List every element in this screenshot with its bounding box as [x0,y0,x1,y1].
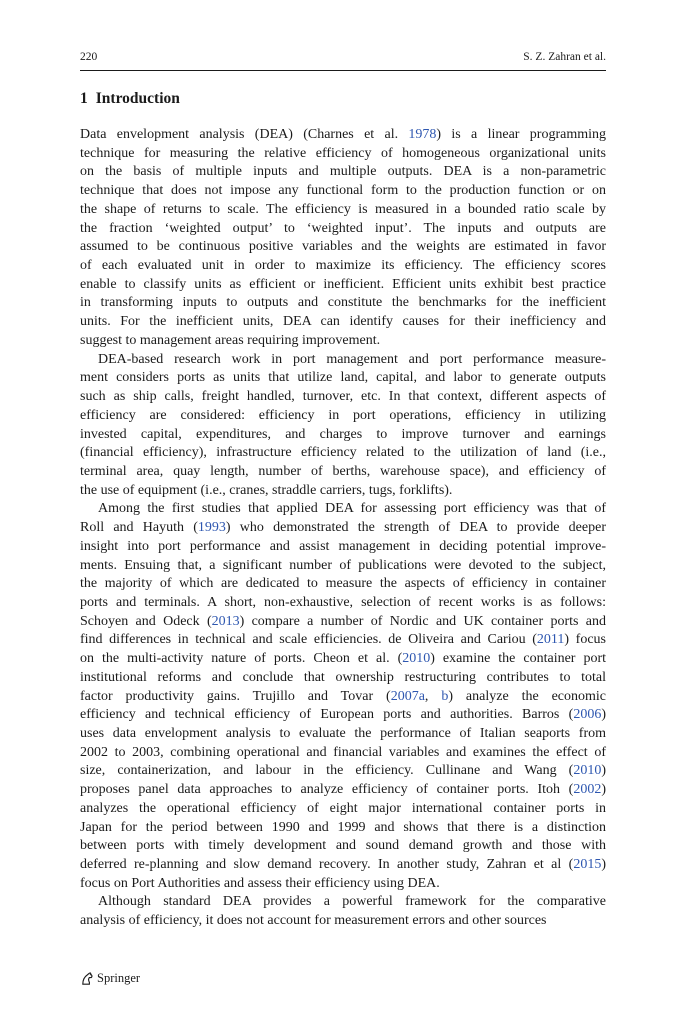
text-line [80,912,606,931]
section-number: 1 [80,90,88,107]
text-line [80,519,606,538]
text-segment: Japan for the period between 1990 and 1999 and shows that there is a distinction [80,819,606,835]
text-segment: assumed to be continuous positive variables and the weights are estimated in favor [80,239,606,255]
section-heading [80,90,180,108]
text-segment: , [424,688,442,704]
text-segment: on the multi-activity nature of ports. Cheon et al. ( [80,651,403,667]
text-segment: analyzes the operational efficiency of eight major international container ports in [80,800,606,816]
text-line [80,482,606,501]
text-line [80,463,606,482]
text-line [80,145,606,164]
citation-link[interactable]: 2010 [573,763,602,779]
text-segment: proposes panel data approaches to analyze efficiency of container ports. Itoh ( [80,782,574,798]
text-segment: ) focus [564,632,606,648]
citation-link[interactable]: 2010 [402,651,431,667]
text-segment: the shape of returns to scale. The efficiency is measured in a bounded ratio scale by [80,201,606,217]
text-segment: in transforming inputs to outputs and constitute the benchmarks for the inefficient [80,295,606,311]
text-segment: suggest to management areas requiring improvement. [80,332,381,348]
text-line [80,631,606,650]
text-line [80,388,606,407]
text-line [80,444,606,463]
text-line [80,426,606,445]
text-line [80,238,606,257]
text-segment: size, containerization, and labour in the efficiency. Cullinane and Wang ( [80,763,574,779]
text-segment: ) who demonstrated the strength of DEA to provide deeper [225,520,606,536]
text-segment: between ports with timely development and sound demand growth and those with [80,838,606,854]
text-line [80,500,606,519]
text-line [80,538,606,557]
text-line [80,201,606,220]
text-line [80,126,606,145]
citation-link[interactable]: 2011 [536,632,565,648]
text-line [80,875,606,894]
text-segment: Data envelopment analysis (DEA) (Charnes et al. [80,127,409,142]
text-line [80,800,606,819]
text-segment: Schoyen and Odeck ( [80,613,212,629]
text-segment: focus on Port Authorities and assess their efficiency using DEA. [80,875,440,891]
text-line [80,613,606,632]
text-segment: ) analyze the economic [448,688,607,704]
text-segment: ) examine the container port [430,651,606,667]
text-segment: ) compare a number of Nordic and UK container ports and [239,613,606,629]
text-line [80,163,606,182]
text-line [80,220,606,239]
text-segment: factor productivity gains. Trujillo and Tovar ( [80,688,391,704]
header-rule [80,70,606,71]
text-segment: Among the first studies that applied DEA for assessing port efficiency was that of [98,501,606,517]
text-line [80,557,606,576]
text-line [80,650,606,669]
text-segment: efficiency are considered: efficiency in port operations, efficiency in utilizing [80,407,606,423]
text-segment: the majority of which are dedicated to measure the aspects of efficiency in container [80,576,606,592]
springer-horse-icon [80,971,95,986]
text-segment: ) is a linear programming [436,127,606,142]
text-line [80,369,606,388]
text-line [80,313,606,332]
text-segment: ment considers ports as units that utilize land, capital, and labor to generate outputs [80,370,606,386]
citation-link[interactable]: b [441,688,449,704]
text-segment: units. For the inefficient units, DEA can identify causes for their inefficiency and [80,314,606,330]
text-line [80,762,606,781]
text-segment: terminal area, quay length, number of berths, warehouse space), and efficiency of [80,463,606,479]
text-segment: analysis of efficiency, it does not account for measurement errors and other sources [80,913,547,929]
text-line [80,856,606,875]
running-authors: S. Z. Zahran et al. [523,51,606,63]
text-segment: uses data envelopment analysis to evaluate the performance of Italian seaports from [80,726,606,741]
paragraph [80,351,606,501]
running-header [80,51,606,69]
text-line [80,294,606,313]
text-segment: such as ship calls, freight handled, turnover, etc. In that context, different aspects of [80,389,606,405]
paragraph [80,500,606,893]
text-line [80,669,606,688]
citation-link[interactable]: 2007a [390,688,425,704]
text-line [80,706,606,725]
text-line [80,688,606,707]
text-segment: efficiency and technical efficiency of European ports and authorities. Barros ( [80,707,574,723]
text-segment: ) [601,857,606,873]
text-line [80,837,606,856]
text-segment: ) [601,763,606,779]
text-segment: Although standard DEA provides a powerful framework for the comparative [98,894,606,910]
citation-link[interactable]: 2002 [573,782,602,798]
text-line [80,257,606,276]
publisher-name: Springer [97,970,141,985]
citation-link[interactable]: 2006 [573,707,602,723]
text-segment: ) [601,782,606,798]
citation-link[interactable]: 1978 [408,127,437,142]
citation-link[interactable]: 1993 [197,520,226,536]
text-segment: find differences in technical and scale efficiencies. de Oliveira and Cariou ( [80,632,537,648]
text-line [80,781,606,800]
page-number: 220 [80,51,98,63]
text-line [80,744,606,763]
text-segment: technique for measuring the relative efficiency of homogeneous organizational units [80,145,606,161]
text-segment: institutional reforms and conclude that ownership restructuring contributes to total [80,669,606,685]
text-line [80,819,606,838]
text-segment: enable to classify units as efficient or inefficient. Efficient units exhibit best practice [80,276,606,292]
paragraph [80,126,606,351]
citation-link[interactable]: 2015 [573,857,602,873]
text-segment: Roll and Hayuth ( [80,520,198,536]
text-line [80,332,606,351]
text-segment: 2002 to 2003, combining operational and financial variables and examines the effect of [80,744,606,760]
text-segment: invested capital, expenditures, and charges to improve turnover and earnings [80,426,606,442]
text-line [80,594,606,613]
text-segment: the use of equipment (i.e., cranes, straddle carriers, tugs, forklifts). [80,482,453,498]
text-segment: insight into port performance and assist management in deciding potential improve- [80,538,606,554]
text-segment: ports and terminals. A short, non-exhaustive, selection of recent works is as follows: [80,594,606,610]
text-segment: ments. Ensuing that, a significant number of publications were devoted to the subject, [80,557,606,573]
section-title: Introduction [95,90,180,107]
text-segment: DEA-based research work in port management and port performance measure- [98,351,606,367]
text-line [80,407,606,426]
paragraph [80,893,606,930]
text-line [80,276,606,295]
citation-link[interactable]: 2013 [211,613,240,629]
body-text [80,126,606,931]
text-segment: of each evaluated unit in order to maximize its efficiency. The efficiency scores [80,258,606,274]
text-segment: technique that does not impose any functional form to the production function or on [80,183,606,199]
text-line [80,725,606,744]
text-line [80,182,606,201]
text-line [80,575,606,594]
publisher-footer [80,970,140,992]
text-segment: the fraction ‘weighted output’ to ‘weighted input’. The inputs and outputs are [80,220,606,236]
text-line [80,351,606,370]
text-segment: on the basis of multiple inputs and multiple outputs. DEA is a non-parametric [80,164,606,180]
text-line [80,893,606,912]
text-segment: deferred re-planning and slow demand recovery. In another study, Zahran et al ( [80,857,574,873]
text-segment: ) [601,707,606,723]
text-segment: (financial efficiency), infrastructure efficiency related to the utilization of land (i.e., [80,445,606,461]
